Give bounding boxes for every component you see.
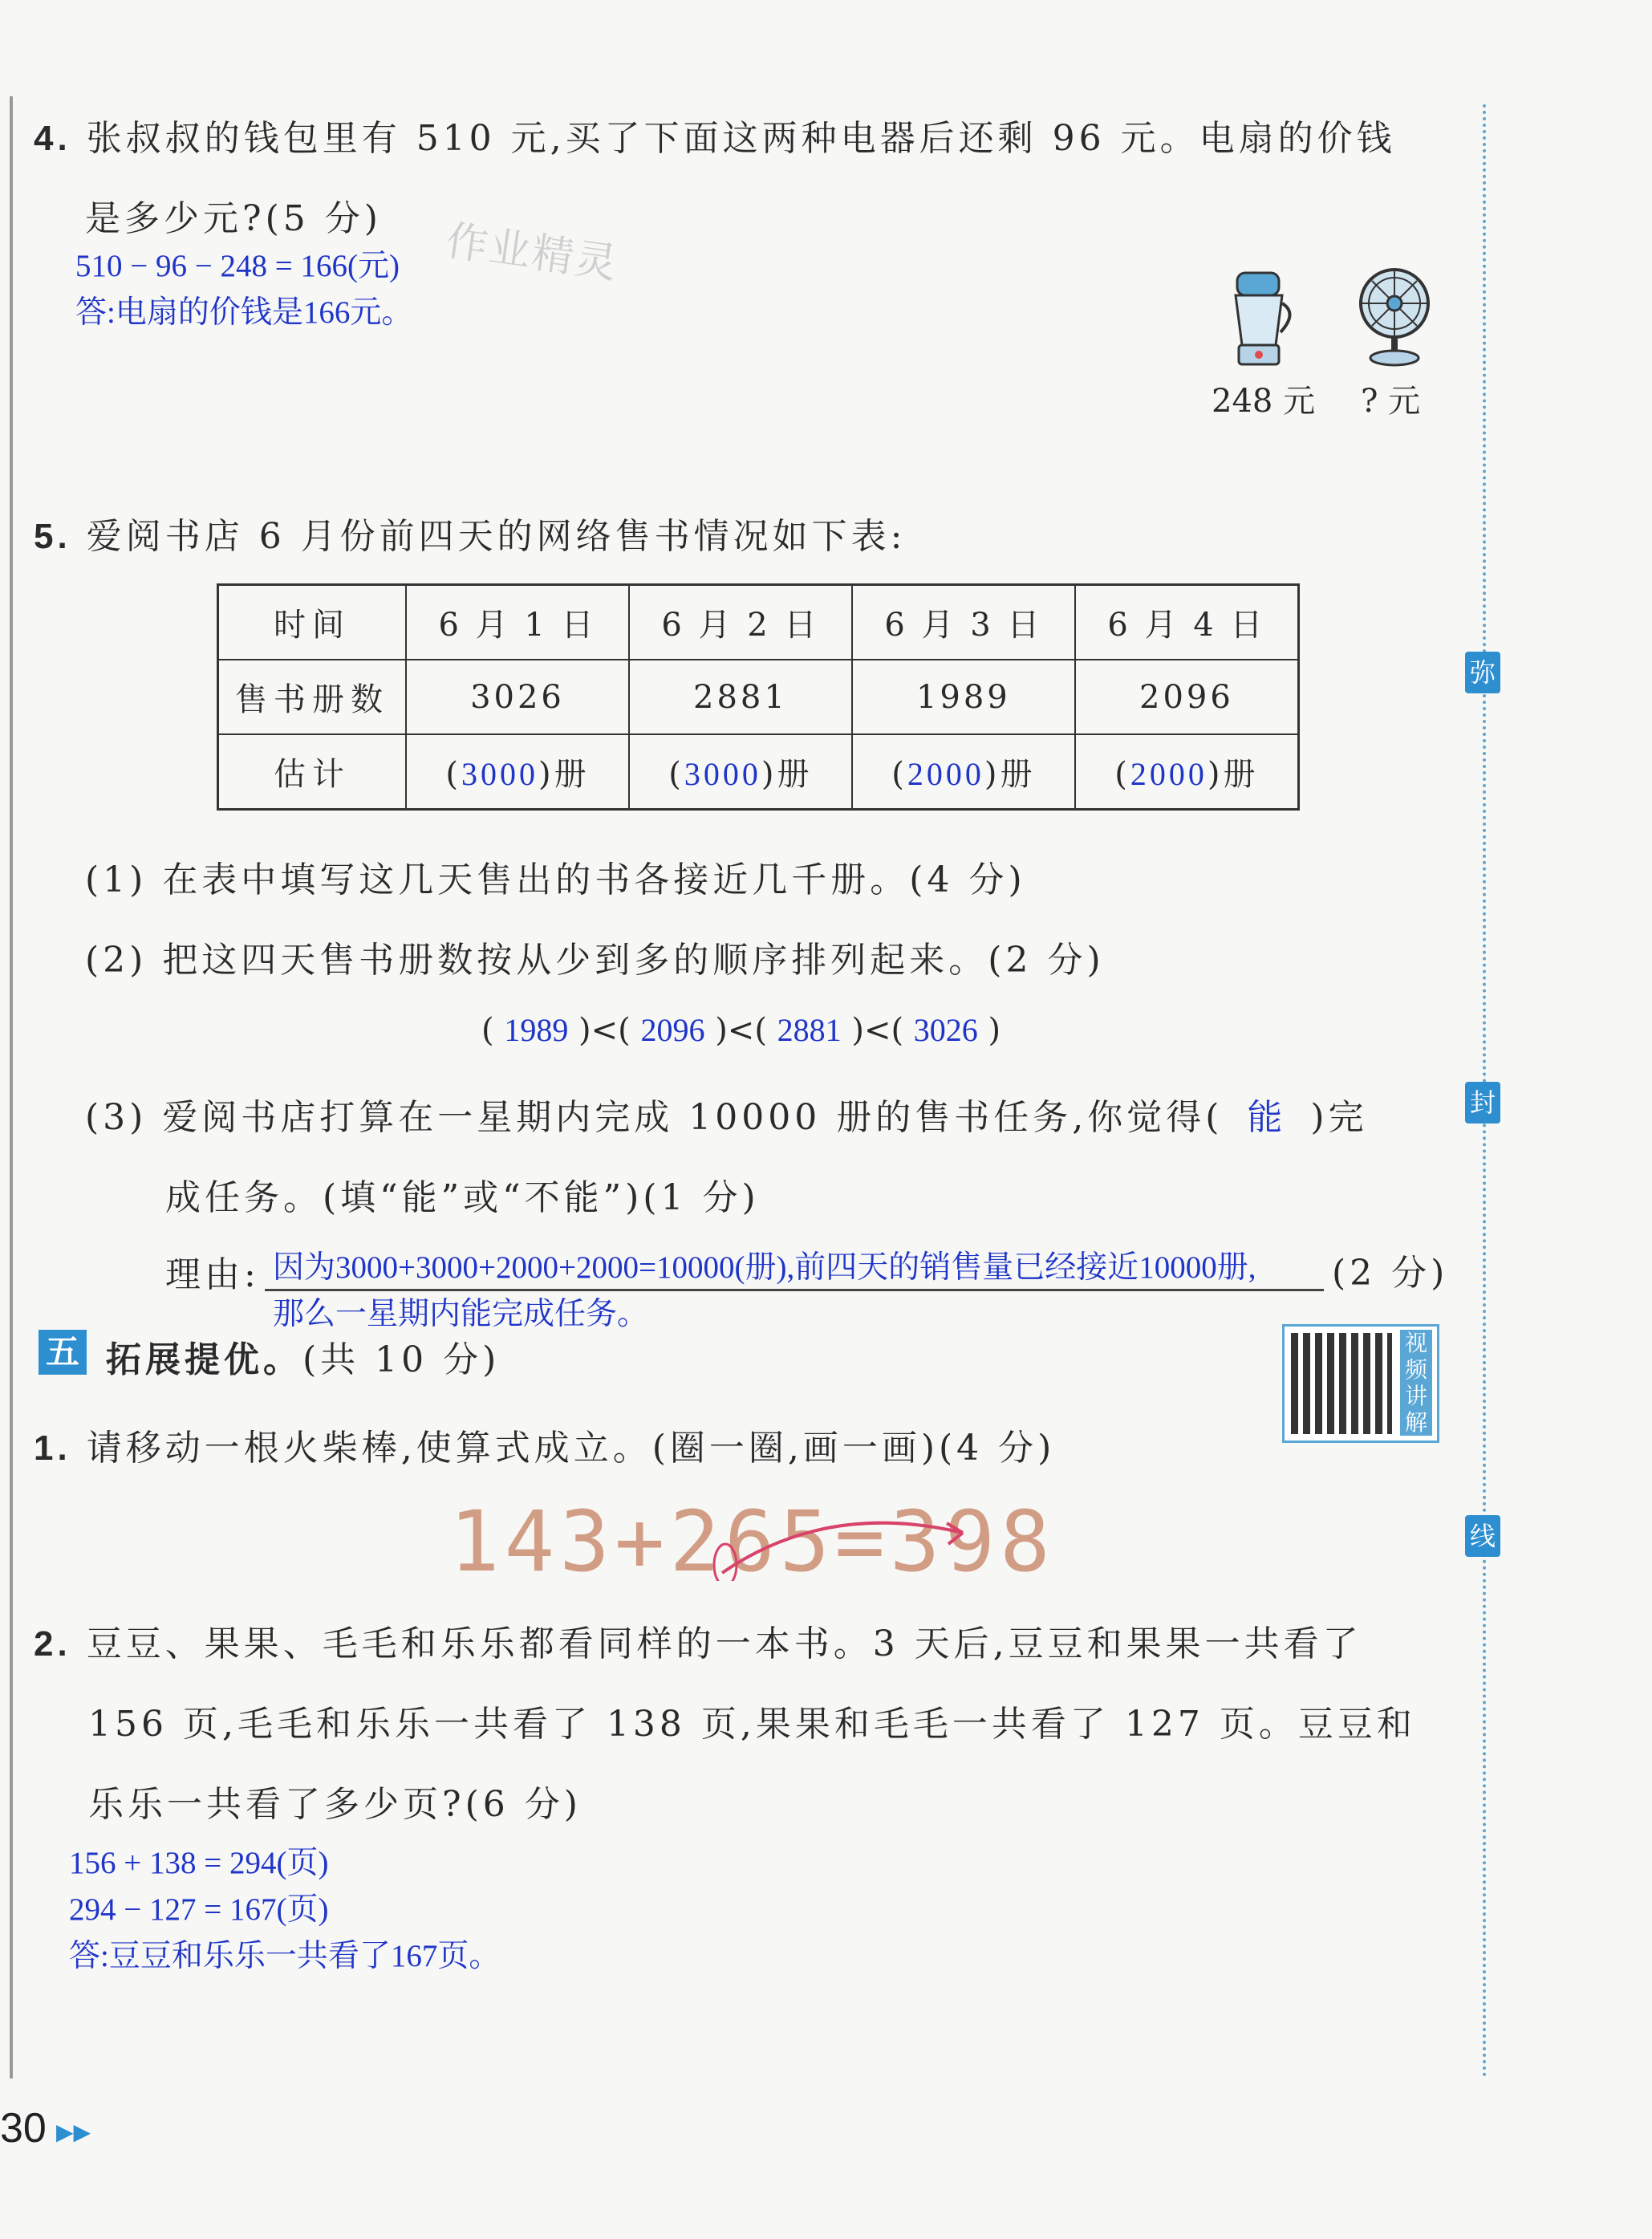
book-sales-table xyxy=(217,583,1300,811)
section-title-line xyxy=(106,1331,500,1382)
q5-sub3-tail: )完 xyxy=(1310,1097,1368,1138)
table-cell: 2096 xyxy=(1075,660,1299,734)
e2-calc1: 156 + 138 = 294(页) xyxy=(69,1846,329,1880)
side-tab-xian: 线 xyxy=(1465,1515,1500,1557)
move-arrow xyxy=(706,1509,979,1581)
qr-label: 视频讲解 xyxy=(1400,1330,1432,1436)
table-header-cell: 时间 xyxy=(218,585,407,660)
table-header-cell: 6 月 3 日 xyxy=(852,585,1075,660)
e2-number: 2. xyxy=(34,1624,71,1664)
q4-number: 4. xyxy=(34,119,71,158)
watermark: 作业精灵 xyxy=(443,217,622,289)
order-value: 2881 xyxy=(777,1012,842,1048)
page-arrows: ▶▶ xyxy=(56,2119,91,2145)
table-cell: (2000)册 xyxy=(852,734,1075,810)
page-number: 30 xyxy=(0,2105,47,2152)
estimate-value: 2000 xyxy=(1130,756,1208,792)
side-tab-mi: 弥 xyxy=(1465,652,1500,693)
estimate-value: 2000 xyxy=(907,756,984,792)
table-cell: 2881 xyxy=(629,660,852,734)
q5-sub2: (2) 把这四天售书册数按从少到多的顺序排列起来。(2 分) xyxy=(85,940,1105,981)
q5-reason-line2: 那么一星期内能完成任务。 xyxy=(273,1297,649,1331)
qr-pattern xyxy=(1291,1333,1392,1434)
order-value: 1989 xyxy=(504,1012,569,1048)
juicer-price: 248 元 xyxy=(1212,383,1316,420)
q5-sub3 xyxy=(85,1088,1368,1140)
q4-line1 xyxy=(34,109,1396,161)
q4-line2: 是多少元?(5 分) xyxy=(85,198,382,239)
q5-reason-points: (2 分) xyxy=(1332,1253,1449,1294)
section-title: 拓展提优。 xyxy=(106,1339,302,1380)
section-badge: 五 xyxy=(39,1330,87,1375)
q5-sub3-line2: 成任务。(填“能”或“不能”)(1 分) xyxy=(165,1177,760,1218)
q4-answer-calc: 510 − 96 − 248 = 166(元) xyxy=(75,249,400,283)
q5-order-line: ( 1989 )<( 2096 )<( 2881 )<( 3026 ) xyxy=(481,1012,1001,1049)
estimate-unit: 册 xyxy=(1000,756,1036,793)
table-cell: (2000)册 xyxy=(1075,734,1299,810)
q5-intro: 爱阅书店 6 月份前四天的网络售书情况如下表: xyxy=(86,516,907,557)
left-margin-line xyxy=(10,96,13,2078)
q5-sub3-answer: 能 xyxy=(1247,1098,1287,1137)
table-cell: (3000)册 xyxy=(406,734,629,810)
q5-reason-line1: 因为3000+3000+2000+2000=10000(册),前四天的销售量已经接近10000册, xyxy=(273,1250,1256,1285)
estimate-value: 3000 xyxy=(461,756,538,792)
qr-code[interactable] xyxy=(1282,1324,1439,1443)
table-row xyxy=(218,660,1299,734)
e1-text: 请移动一根火柴棒,使算式成立。(圈一圈,画一画)(4 分) xyxy=(86,1428,1056,1469)
table-cell: 1989 xyxy=(852,660,1075,734)
table-row-label: 估计 xyxy=(218,734,407,810)
e2-calc2: 294 − 127 = 167(页) xyxy=(69,1892,329,1927)
table-cell: (3000)册 xyxy=(629,734,852,810)
table-header-cell: 6 月 2 日 xyxy=(629,585,852,660)
table-header-cell: 6 月 1 日 xyxy=(406,585,629,660)
q5-sub1: (1) 在表中填写这几天售出的书各接近几千册。(4 分) xyxy=(85,859,1026,900)
e2-line1 xyxy=(34,1615,1362,1666)
estimate-unit: 册 xyxy=(1223,756,1259,793)
q5-intro-line xyxy=(34,507,907,559)
juicer-icon xyxy=(1220,265,1300,369)
table-row xyxy=(218,585,1299,660)
e2-text-1: 豆豆、果果、毛毛和乐乐都看同样的一本书。3 天后,豆豆和果果一共看了 xyxy=(86,1623,1362,1664)
estimate-unit: 册 xyxy=(777,756,813,793)
table-cell: 3026 xyxy=(406,660,629,734)
table-row xyxy=(218,734,1299,810)
table-header-cell: 6 月 4 日 xyxy=(1075,585,1299,660)
e1-line xyxy=(34,1419,1055,1470)
q5-number: 5. xyxy=(34,517,71,556)
q4-text-1: 张叔叔的钱包里有 510 元,买了下面这两种电器后还剩 96 元。电扇的价钱 xyxy=(86,118,1396,159)
order-value: 3026 xyxy=(913,1012,978,1048)
fan-price: ? 元 xyxy=(1361,383,1421,420)
side-tab-feng: 封 xyxy=(1465,1082,1500,1124)
matchstick-equation: 143+265=398 xyxy=(449,1493,1055,1591)
fan-icon xyxy=(1354,265,1435,369)
e1-number: 1. xyxy=(34,1428,71,1468)
e2-answer: 答:豆豆和乐乐一共看了167页。 xyxy=(69,1939,501,1973)
table-row-label: 售书册数 xyxy=(218,660,407,734)
estimate-unit: 册 xyxy=(554,756,590,793)
q5-sub3-text: (3) 爱阅书店打算在一星期内完成 10000 册的售书任务,你觉得( xyxy=(85,1097,1224,1138)
e2-line2: 156 页,毛毛和乐乐一共看了 138 页,果果和毛毛一共看了 127 页。豆豆和 xyxy=(88,1704,1416,1745)
order-value: 2096 xyxy=(640,1012,705,1048)
estimate-value: 3000 xyxy=(684,756,761,792)
q5-reason-label: 理由: xyxy=(165,1254,260,1295)
section-points: (共 10 分) xyxy=(302,1339,501,1380)
q4-answer-text: 答:电扇的价钱是166元。 xyxy=(75,295,413,330)
e2-line3: 乐乐一共看了多少页?(6 分) xyxy=(88,1784,582,1825)
